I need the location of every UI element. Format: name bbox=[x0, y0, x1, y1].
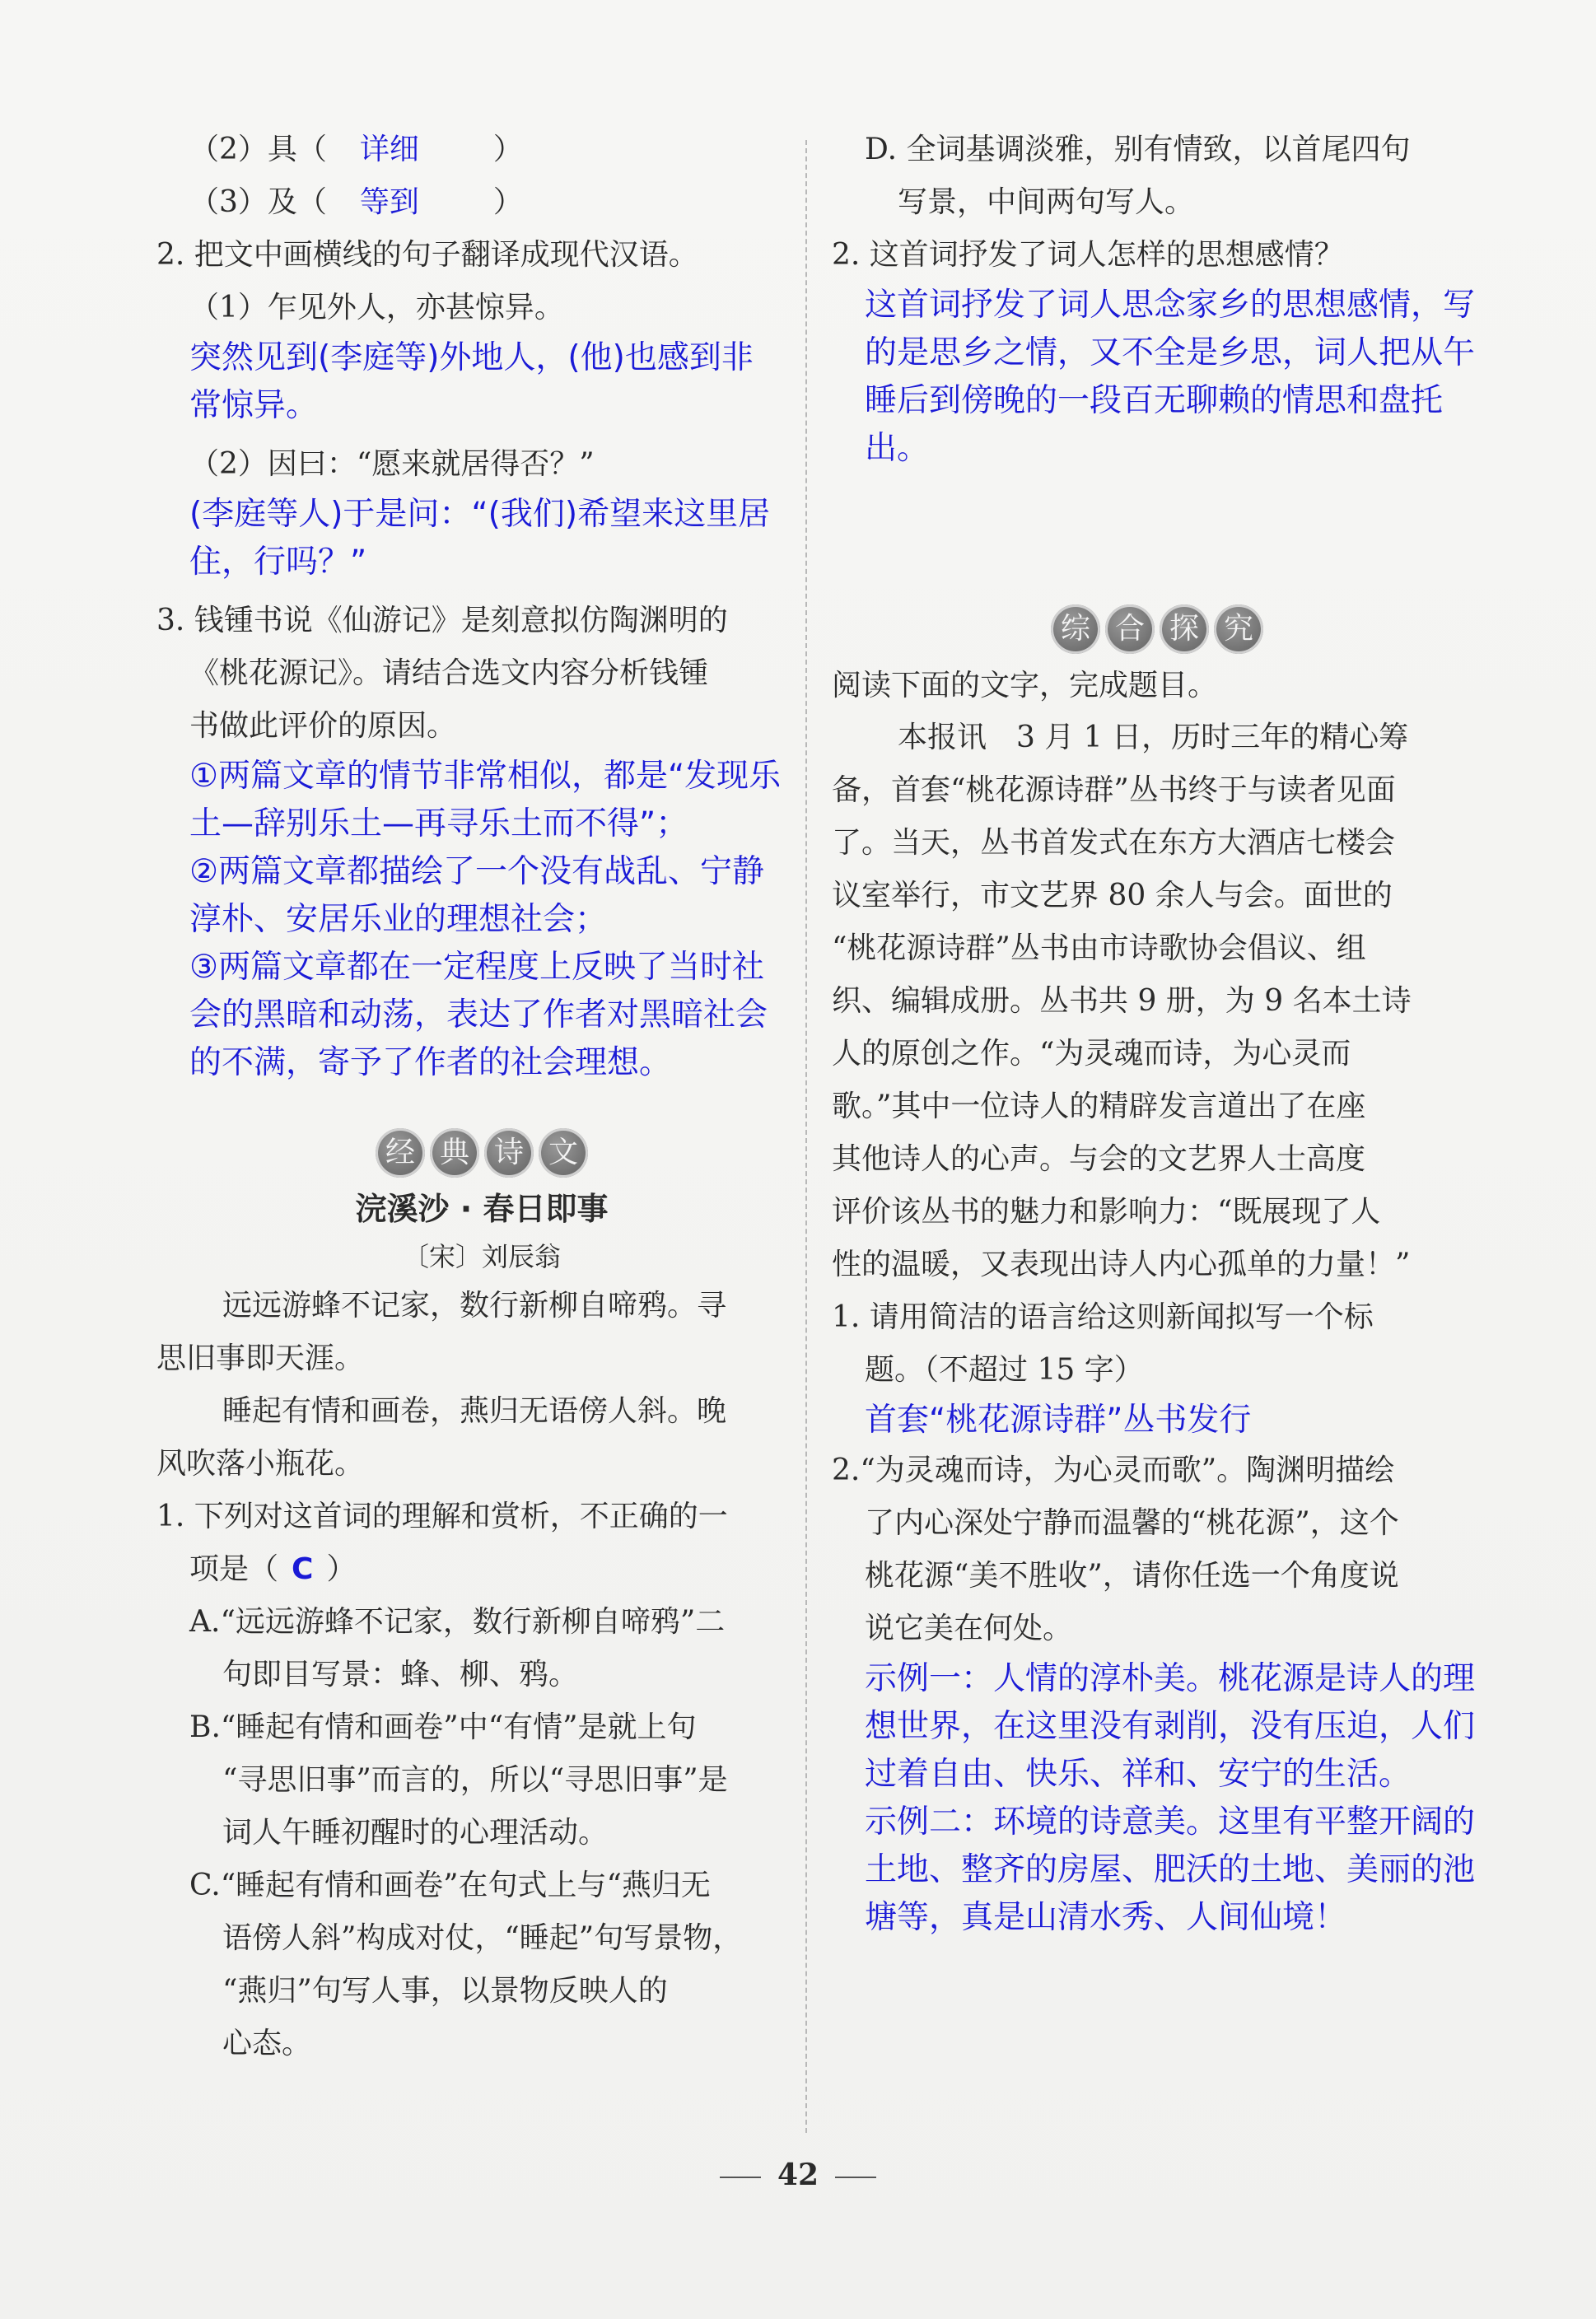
option-b-line-3: 词人午睡初醒时的心理活动。 bbox=[222, 1816, 609, 1850]
vocab-item-3: （3）及（ 等到 ） bbox=[156, 176, 807, 229]
news-question-1-line-1: 1. 请用简洁的语言给这则新闻拟写一个标 bbox=[832, 1300, 1374, 1334]
poem-author: 〔宋〕刘辰翁 bbox=[402, 1241, 561, 1272]
poem-question-1-line-1: 1. 下列对这首词的理解和赏析，不正确的一 bbox=[156, 1500, 728, 1533]
news-answer-2-line-5: 土地、整齐的房屋、肥沃的土地、美丽的池 bbox=[865, 1851, 1476, 1888]
right-column bbox=[832, 124, 1482, 1942]
poem-answer-2-line-1: 这首词抒发了词人思念家乡的思想感情，写 bbox=[865, 287, 1476, 324]
page-footer bbox=[0, 2158, 1596, 2192]
news-line-3: 了。当天，丛书首发式在东方大酒店七楼会 bbox=[832, 826, 1396, 860]
poem-title: 浣溪沙 · 春日即事 bbox=[355, 1191, 609, 1227]
poem-answer-2-line-3: 睡后到傍晚的一段百无聊赖的情思和盘托出。 bbox=[865, 382, 1444, 467]
vocab-answer-2: 详细 bbox=[359, 133, 419, 166]
option-c-line-4: 心态。 bbox=[222, 2027, 312, 2060]
answer-2-2-line-1: (李庭等人)于是问：“(我们)希望来这里居 bbox=[189, 496, 771, 533]
poem-question-1-line-2: 项是（ C ） bbox=[156, 1543, 807, 1596]
option-d-line-2: 写景，中间两句写人。 bbox=[898, 185, 1195, 219]
news-question-2-line-3: 桃花源“美不胜收”，请你任选一个角度说 bbox=[865, 1559, 1399, 1593]
vocab-item-2: （2）具（ 详细 ） bbox=[156, 124, 807, 176]
answer-3-line-6: 会的黑暗和动荡，表达了作者对黑暗社会 bbox=[189, 996, 768, 1034]
news-line-2: 备，首套“桃花源诗群”丛书终于与读者见面 bbox=[832, 773, 1396, 807]
poem-question-1-answer: C bbox=[292, 1552, 314, 1586]
vocab-answer-3: 等到 bbox=[359, 185, 419, 219]
poem-line-2: 思旧事即天涯。 bbox=[156, 1341, 365, 1375]
question-3-line-1: 3. 钱锺书说《仙游记》是刻意拟仿陶渊明的 bbox=[156, 604, 728, 637]
news-question-2-line-1: 2.“为灵魂而诗，为心灵而歌”。陶渊明描绘 bbox=[832, 1453, 1395, 1487]
news-line-10: 评价该丛书的魅力和影响力：“既展现了人 bbox=[832, 1195, 1381, 1229]
answer-3-line-7: 的不满，寄予了作者的社会理想。 bbox=[189, 1044, 672, 1081]
option-a-line-2: 句即目写景：蜂、柳、鸦。 bbox=[222, 1658, 579, 1691]
news-answer-2-line-3: 过着自由、快乐、祥和、安宁的生活。 bbox=[865, 1756, 1412, 1793]
news-line-6: 织、编辑成册。丛书共 9 册，为 9 名本土诗 bbox=[832, 984, 1412, 1018]
option-a-line-1: A.“远远游蜂不记家，数行新柳自啼鸦”二 bbox=[189, 1605, 726, 1639]
page-number: 42 bbox=[777, 2158, 819, 2192]
answer-3-line-3: ②两篇文章都描绘了一个没有战乱、宁静 bbox=[189, 853, 764, 890]
news-answer-2-line-6: 塘等，真是山清水秀、人间仙境！ bbox=[865, 1899, 1347, 1936]
news-question-2-line-4: 说它美在何处。 bbox=[865, 1612, 1073, 1645]
question-2-2: （2）因曰：“愿来就居得否？” bbox=[189, 447, 595, 481]
footer-dash-left bbox=[720, 2177, 761, 2178]
question-2-1: （1）乍见外人，亦甚惊异。 bbox=[189, 291, 564, 324]
question-3-line-3: 书做此评价的原因。 bbox=[189, 709, 457, 743]
news-answer-1: 首套“桃花源诗群”丛书发行 bbox=[865, 1402, 1252, 1439]
section-heading-comprehensive: 综 合 探 究 bbox=[832, 604, 1482, 654]
news-answer-2-line-1: 示例一：人情的淳朴美。桃花源是诗人的理 bbox=[865, 1660, 1476, 1697]
answer-3-line-4: 淳朴、安居乐业的理想社会； bbox=[189, 901, 608, 938]
poem-line-3: 睡起有情和画卷，燕归无语傍人斜。晚 bbox=[222, 1394, 727, 1428]
section-heading-classic-poetry: 经 典 诗 文 bbox=[156, 1128, 807, 1178]
news-line-7: 人的原创之作。“为灵魂而诗，为心灵而 bbox=[832, 1037, 1351, 1071]
news-line-1: 本报讯 3 月 1 日，历时三年的精心筹 bbox=[898, 721, 1409, 754]
option-c-line-1: C.“睡起有情和画卷”在句式上与“燕归无 bbox=[189, 1869, 711, 1902]
footer-dash-right bbox=[835, 2177, 876, 2178]
option-b-line-2: “寻思旧事”而言的，所以“寻思旧事”是 bbox=[222, 1763, 728, 1797]
news-question-1-line-2: 题。（不超过 15 字） bbox=[865, 1353, 1144, 1387]
question-2-title: 2. 把文中画横线的句子翻译成现代汉语。 bbox=[156, 238, 698, 272]
option-b-line-1: B.“睡起有情和画卷”中“有情”是就上句 bbox=[189, 1710, 697, 1744]
news-line-9: 其他诗人的心声。与会的文艺界人士高度 bbox=[832, 1142, 1366, 1176]
answer-3-line-1: ①两篇文章的情节非常相似，都是“发现乐 bbox=[189, 758, 782, 795]
answer-2-2-line-2: 住，行吗？” bbox=[189, 544, 367, 581]
question-3-line-2: 《桃花源记》。请结合选文内容分析钱锺 bbox=[189, 656, 709, 690]
poem-line-1: 远远游蜂不记家，数行新柳自啼鸦。寻 bbox=[222, 1289, 727, 1323]
option-d-line-1: D. 全词基调淡雅，别有情致，以首尾四句 bbox=[865, 133, 1411, 166]
answer-3-line-5: ③两篇文章都在一定程度上反映了当时社 bbox=[189, 949, 764, 986]
option-c-line-3: “燕归”句写人事，以景物反映人的 bbox=[222, 1974, 668, 2008]
answer-2-1-line-1: 突然见到(李庭等)外地人，(他)也感到非 bbox=[189, 339, 754, 376]
reading-intro: 阅读下面的文字，完成题目。 bbox=[832, 669, 1218, 702]
news-answer-2-line-4: 示例二：环境的诗意美。这里有平整开阔的 bbox=[865, 1803, 1476, 1841]
news-question-2-line-2: 了内心深处宁静而温馨的“桃花源”，这个 bbox=[865, 1506, 1399, 1540]
poem-line-4: 风吹落小瓶花。 bbox=[156, 1447, 365, 1481]
poem-question-2-title: 2. 这首词抒发了词人怎样的思想感情？ bbox=[832, 238, 1344, 272]
left-column bbox=[156, 124, 807, 2070]
news-line-11: 性的温暖，又表现出诗人内心孤单的力量！” bbox=[832, 1248, 1411, 1281]
news-line-4: 议室举行，市文艺界 80 余人与会。面世的 bbox=[832, 879, 1393, 912]
option-c-line-2: 语傍人斜”构成对仗，“睡起”句写景物， bbox=[222, 1921, 743, 1955]
news-answer-2-line-2: 想世界，在这里没有剥削，没有压迫，人们 bbox=[865, 1708, 1476, 1745]
poem-answer-2-line-2: 的是思乡之情，又不全是乡思，词人把从午 bbox=[865, 334, 1476, 371]
news-line-8: 歌。”其中一位诗人的精辟发言道出了在座 bbox=[832, 1090, 1366, 1123]
answer-3-line-2: 土—辞别乐土—再寻乐土而不得”； bbox=[189, 805, 688, 842]
news-line-5: “桃花源诗群”丛书由市诗歌协会倡议、组 bbox=[832, 931, 1366, 965]
answer-2-1-line-2: 常惊异。 bbox=[189, 387, 319, 424]
